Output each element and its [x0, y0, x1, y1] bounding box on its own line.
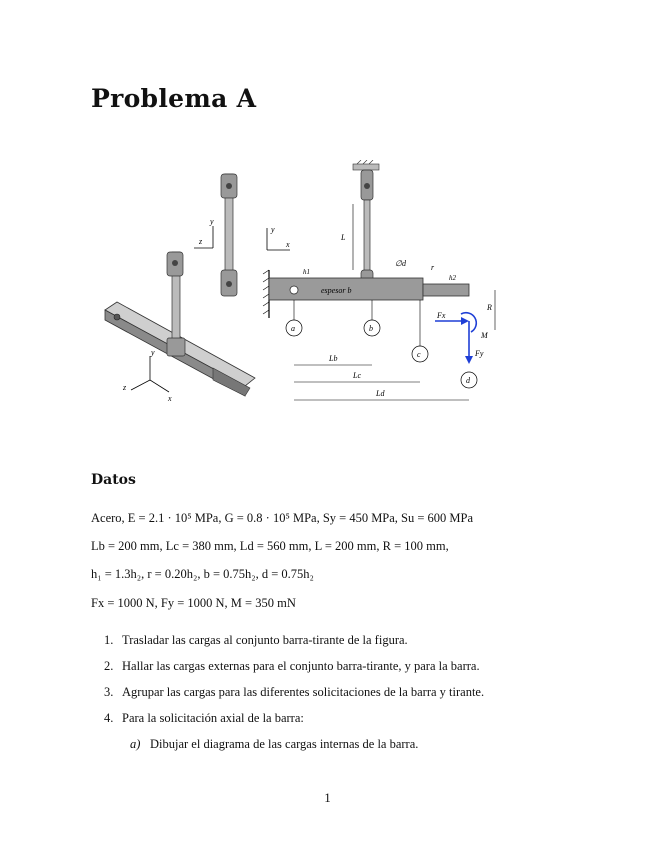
- data-line-dimensions: h₁ = 1.3h₂, r = 0.20h₂, b = 0.75h₂, d = 0.75h₂: [91, 567, 314, 581]
- axis-label-z-3d: z: [123, 383, 127, 392]
- data-line-lengths: Lb = 200 mm, Lc = 380 mm, Ld = 560 mm, L = 200 mm, R = 100 mm,: [91, 539, 449, 553]
- point-d: d: [466, 376, 470, 385]
- label-Ld: Ld: [376, 389, 385, 398]
- list-item: 1. Trasladar las cargas al conjunto barra-tirante de la figura.: [104, 633, 408, 647]
- point-b: b: [369, 324, 373, 333]
- axis-label-x-3d: x: [168, 394, 172, 403]
- page-title: Problema A: [91, 84, 257, 113]
- label-Lc: Lc: [353, 371, 361, 380]
- data-line-loads: Fx = 1000 N, Fy = 1000 N, M = 350 mN: [91, 596, 296, 610]
- axis-label-x-2d: x: [286, 240, 290, 249]
- data-line-material: Acero, E = 2.1 · 10⁵ MPa, G = 0.8 · 10⁵ MPa, Sy = 450 MPa, Su = 600 MPa: [91, 511, 474, 525]
- label-Fy: Fy: [475, 349, 484, 358]
- label-Fx: Fx: [437, 311, 446, 320]
- axis-label-y-3d: y: [151, 348, 155, 357]
- list-item: 4. Para la solicitación axial de la barra:: [104, 711, 304, 725]
- list-item: 2. Hallar las cargas externas para el conjunto barra-tirante, y para la barra.: [104, 659, 480, 673]
- problem-figure: [95, 160, 515, 410]
- label-r: r: [431, 263, 435, 272]
- label-R: R: [487, 303, 492, 312]
- axis-label-y-2d: y: [271, 225, 275, 234]
- label-Lb: Lb: [329, 354, 338, 363]
- elevation-view: [263, 160, 495, 400]
- label-L: L: [341, 233, 346, 242]
- isometric-assembly: [105, 174, 290, 403]
- page-number: 1: [324, 790, 331, 805]
- label-phid: ∅d: [395, 259, 406, 268]
- label-h2: h2: [449, 274, 456, 282]
- point-c: c: [417, 350, 421, 359]
- list-item: 3. Agrupar las cargas para las diferentes solicitaciones de la barra y tirante.: [104, 685, 485, 699]
- label-h1: h1: [303, 268, 310, 276]
- label-M: M: [481, 331, 488, 340]
- task-list: [104, 633, 484, 763]
- section-title-datos: Datos: [91, 472, 136, 488]
- axis-label-y: y: [210, 217, 214, 226]
- axis-label-z: z: [199, 237, 203, 246]
- sub-list-item: a) Dibujar el diagrama de las cargas internas de la barra.: [130, 737, 419, 751]
- point-a: a: [291, 324, 295, 333]
- label-espesor: espesor b: [321, 286, 352, 295]
